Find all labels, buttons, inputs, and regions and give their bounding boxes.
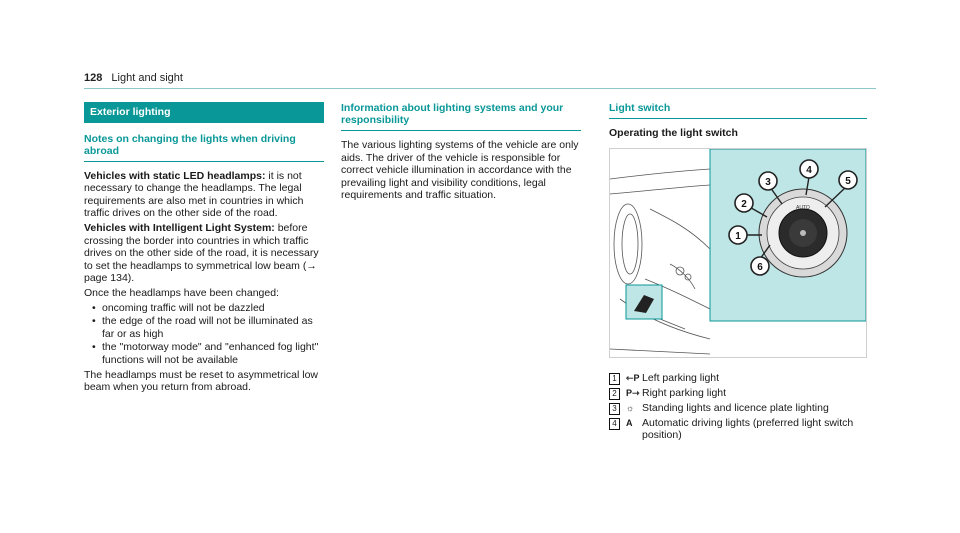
svg-text:1: 1 (735, 230, 741, 242)
svg-text:5: 5 (845, 175, 851, 187)
figure-legend (609, 372, 867, 442)
column-exterior-lighting (84, 102, 324, 396)
right-parking-light-icon: P⇾ (626, 387, 640, 398)
paragraph-reset: The headlamps must be reset to asymmetrical low beam when you return from abroad. (84, 368, 319, 394)
bullet-list (84, 302, 324, 367)
page-number: 128 (84, 72, 103, 84)
list-item: • the "motorway mode" and "enhanced fog light" functions will not be available (94, 341, 324, 366)
page-header (84, 72, 183, 84)
section-heading: Information about lighting systems and your responsibility (341, 102, 564, 126)
callout-4 (800, 160, 818, 178)
legend-text: Automatic driving lights (preferred light switch position) (642, 416, 854, 442)
heading-rule (609, 118, 867, 119)
auto-lights-icon: A (626, 417, 633, 428)
light-switch-illustration (610, 149, 866, 357)
legend-item (609, 387, 867, 400)
legend-number: 2 (609, 388, 620, 400)
legend-number: 4 (609, 418, 620, 430)
paragraph-intelligent-light (84, 222, 324, 285)
chapter-title: Light and sight (111, 72, 183, 84)
callout-5 (839, 171, 857, 189)
callout-2 (735, 194, 753, 212)
paragraph-once-changed: Once the headlamps have been changed: (84, 286, 279, 299)
light-switch-figure (609, 148, 867, 358)
svg-text:3: 3 (765, 176, 771, 188)
heading-rule (341, 130, 581, 131)
header-divider (84, 88, 876, 89)
legend-item (609, 417, 867, 442)
callout-1 (729, 226, 747, 244)
callout-3 (759, 172, 777, 190)
standing-lights-icon: ☼ (626, 402, 635, 413)
paragraph-static-led (84, 170, 324, 220)
switch-auto-label: AUTO (796, 204, 810, 211)
legend-item (609, 402, 867, 415)
section-heading: Light switch (609, 102, 671, 114)
svg-text:4: 4 (806, 164, 812, 176)
legend-text: Left parking light (642, 371, 720, 384)
svg-text:2: 2 (741, 198, 747, 210)
section-heading: Notes on changing the lights when driving abroad (84, 132, 296, 157)
heading-rule (84, 161, 324, 162)
subheading: Operating the light switch (609, 127, 738, 139)
left-parking-light-icon: ⇽P (626, 372, 640, 383)
column-light-switch (609, 102, 867, 444)
paragraph-lead: Vehicles with static LED headlamps: (84, 169, 266, 182)
column-lighting-responsibility (341, 102, 581, 204)
legend-number: 1 (609, 373, 620, 385)
list-item: • the edge of the road will not be illuminated as far or as high (94, 315, 324, 340)
paragraph-text: it is not necessary to change the headlamps. The legal requirements are also met in countries in which traffic drives on the other side of the road. (84, 169, 304, 220)
legend-number: 3 (609, 403, 620, 415)
paragraph-lead: Vehicles with Intelligent Light System: (84, 221, 275, 234)
paragraph-text: before crossing the border into countries in which traffic drives on the other side of the road, it is necessary to set the headlamps to symmetrical low beam (→ page 134). (84, 221, 319, 285)
legend-item (609, 372, 867, 385)
svg-text:6: 6 (757, 261, 763, 273)
section-bar: Exterior lighting (84, 102, 324, 123)
legend-text: Standing lights and licence plate lighting (642, 401, 829, 414)
list-item: • oncoming traffic will not be dazzled (94, 302, 324, 315)
legend-text: Right parking light (642, 386, 727, 399)
callout-6 (751, 257, 769, 275)
paragraph-responsibility: The various lighting systems of the vehicle are only aids. The driver of the vehicle is responsible for correct vehicle illumination in accordance with the prevailing light and visibility conditions, legal requirements and traffic situation. (341, 139, 579, 202)
